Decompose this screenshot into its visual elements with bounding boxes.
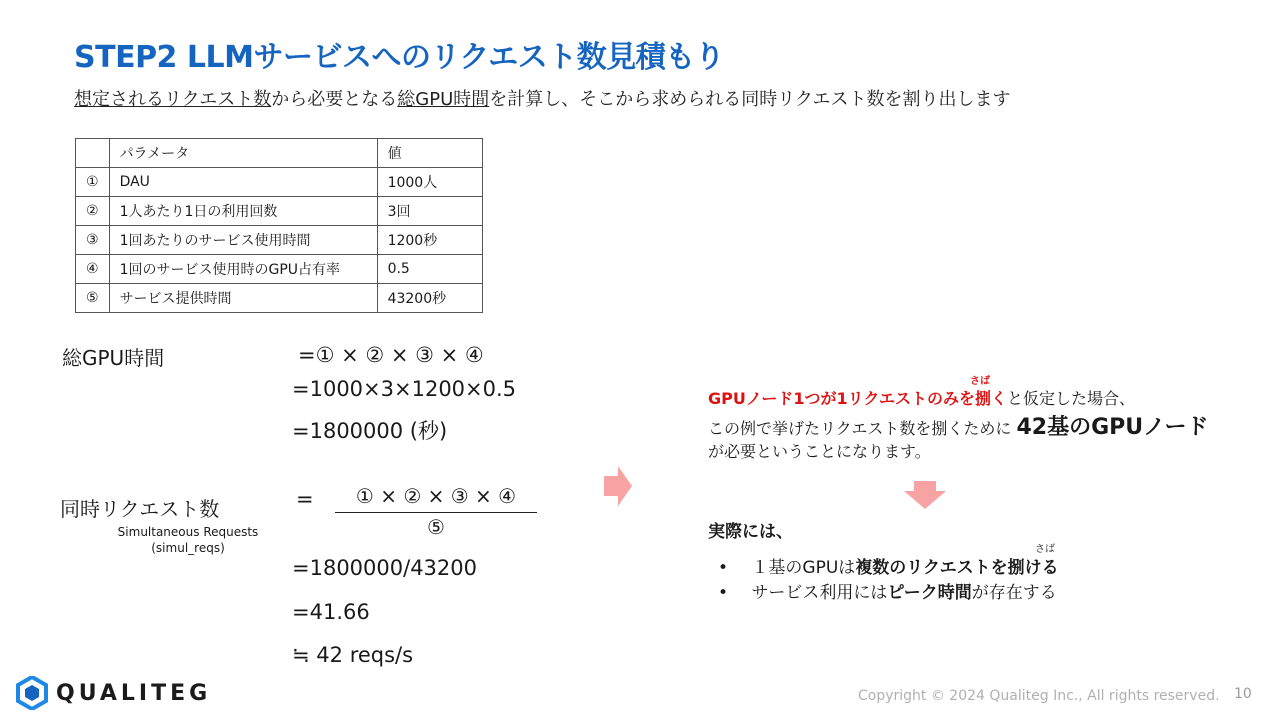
bullet-mark: • [718, 558, 729, 578]
copyright-text: Copyright © 2024 Qualiteg Inc., All rights reserved. [858, 688, 1220, 704]
simul-label: 同時リクエスト数 [60, 497, 220, 521]
fraction-denominator: ⑤ [427, 515, 445, 539]
arrow-right-icon [604, 466, 632, 506]
actual-heading: 実際には、 [708, 522, 793, 542]
table-row [76, 226, 483, 255]
simul-fraction [335, 484, 537, 539]
bullet-mark: • [718, 583, 729, 603]
table-cell: ⑤ [76, 284, 110, 313]
table-cell: ① [76, 168, 110, 197]
fraction-numerator: ① × ② × ③ × ④ [335, 484, 537, 513]
bullet-1-text: １基のGPUは [751, 558, 856, 578]
ruby-saba-1: さば [970, 376, 990, 387]
table-cell: 1人あたり1日の利用回数 [109, 197, 377, 226]
bullet-2 [718, 578, 1057, 603]
subtitle-part-3: 総GPU時間 [397, 89, 490, 110]
table-row [76, 284, 483, 313]
table-cell: 43200秒 [377, 284, 482, 313]
bullet-2-text: サービス利用には [751, 583, 888, 603]
table-cell: 3回 [377, 197, 482, 226]
table-row [76, 255, 483, 284]
gpu-time-result: =1800000 (秒) [292, 419, 448, 443]
conclusion-emphasis: 42基のGPUノード [1016, 415, 1209, 440]
table-cell: サービス提供時間 [109, 284, 377, 313]
simul-substitution: =1800000/43200 [292, 556, 478, 580]
assumption-emphasis: GPUノード1つが1リクエストのみを捌く [708, 389, 1007, 408]
logo-mark-icon [16, 676, 48, 710]
gpu-time-substitution: =1000×3×1200×0.5 [292, 377, 517, 401]
logo-text: QUALITEG [56, 680, 212, 706]
conclusion-text: この例で挙げたリクエスト数を捌くために [708, 419, 1012, 438]
bullet-1-emphasis: 複数のリクエストを捌ける [855, 558, 1059, 578]
bullet-1 [718, 553, 1059, 578]
company-logo [16, 676, 211, 710]
table-cell: ④ [76, 255, 110, 284]
assumption-rest: と仮定した場合、 [1007, 389, 1136, 408]
table-row [76, 168, 483, 197]
conclusion-end: が必要ということになります。 [708, 442, 931, 461]
subtitle-part-2: から必要となる [271, 89, 398, 110]
bullet-2-text-end: が存在する [971, 583, 1057, 603]
table-cell: 0.5 [377, 255, 482, 284]
table-header-row [76, 139, 483, 168]
bullet-2-emphasis: ピーク時間 [887, 583, 972, 603]
simul-equals: = [296, 487, 314, 511]
simul-english-label: Simultaneous Requests [117, 525, 259, 539]
table-row [76, 197, 483, 226]
gpu-time-label: 総GPU時間 [62, 346, 165, 370]
table-cell: DAU [109, 168, 377, 197]
table-header-cell: 値 [377, 139, 482, 168]
simul-approx: ≒ 42 reqs/s [292, 643, 414, 667]
page-subtitle [74, 85, 1011, 111]
table-header-cell: パラメータ [109, 139, 377, 168]
arrow-down-icon [904, 481, 946, 509]
gpu-time-formula: =① × ② × ③ × ④ [298, 343, 484, 367]
table-cell: 1000人 [377, 168, 482, 197]
table-cell: ③ [76, 226, 110, 255]
assumption-line [708, 386, 1135, 409]
table-cell: ② [76, 197, 110, 226]
page-title: STEP2 LLMサービスへのリクエスト数見積もり [74, 40, 725, 75]
page-number: 10 [1234, 686, 1252, 702]
simul-result: =41.66 [292, 600, 370, 624]
table-cell: 1回のサービス使用時のGPU占有率 [109, 255, 377, 284]
conclusion-line [708, 410, 1208, 441]
ruby-saba-2: さば [1035, 544, 1055, 555]
table-header-cell [76, 139, 110, 168]
parameter-table [75, 138, 483, 313]
subtitle-part-4: を計算し、そこから求められる同時リクエスト数を割り出します [489, 89, 1011, 110]
table-cell: 1200秒 [377, 226, 482, 255]
simul-variable-name: (simul_reqs) [151, 541, 225, 555]
subtitle-part-1: 想定されるリクエスト数 [74, 89, 272, 110]
table-cell: 1回あたりのサービス使用時間 [109, 226, 377, 255]
